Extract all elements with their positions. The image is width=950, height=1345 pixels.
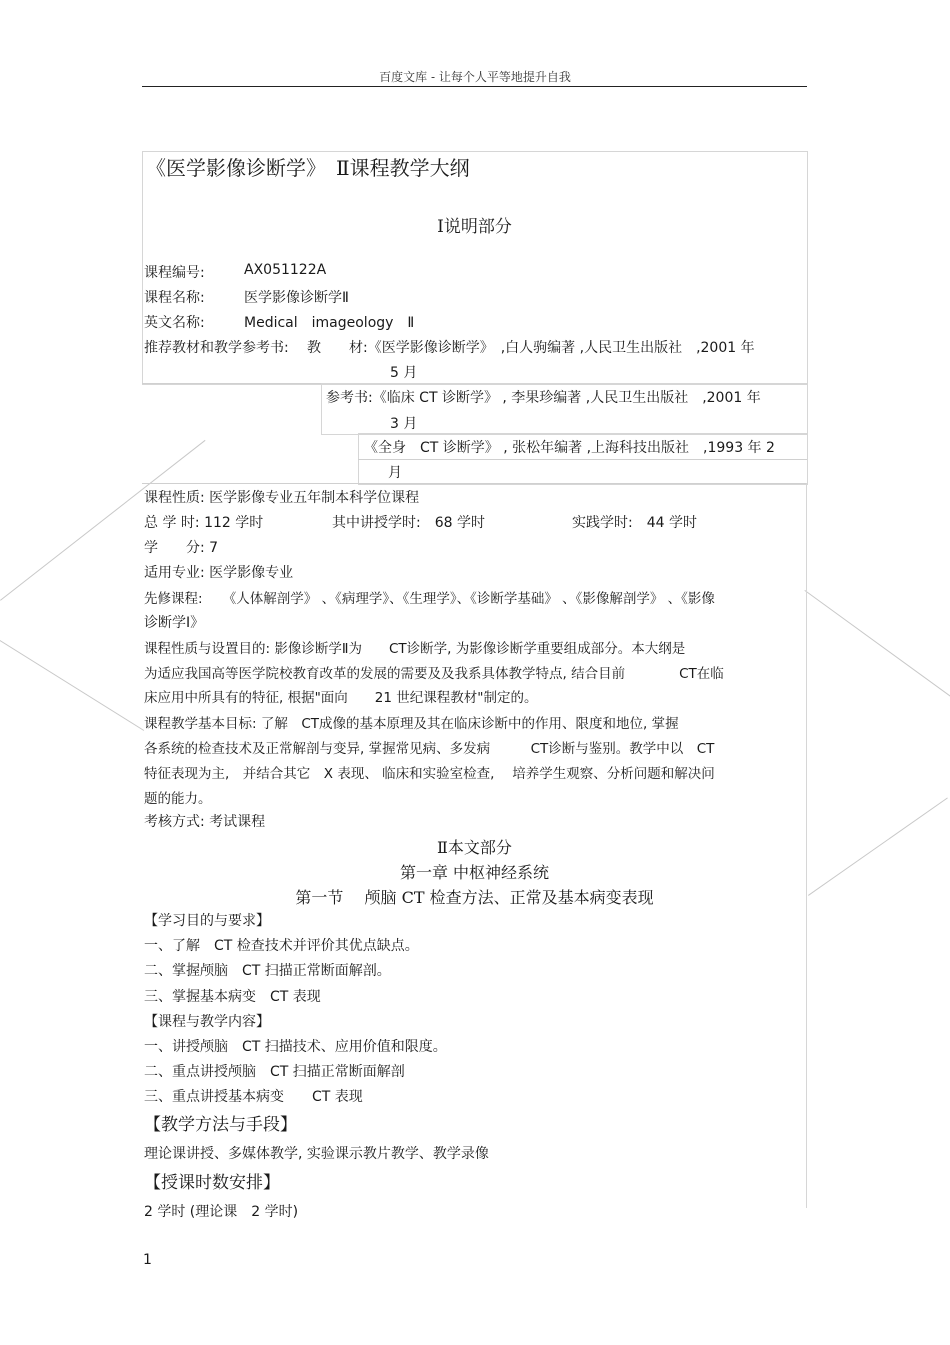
applicable-major: 适用专业: 医学影像专业 [144,565,294,581]
content-heading: 【课程与教学内容】 [144,1014,270,1030]
course-code-value: AX051122A [244,262,327,278]
english-name-label: 英文名称: [144,315,205,331]
prerequisites-line-1: 先修课程: 《人体解剖学》 、《病理学》、《生理学》、《诊断学基础》 、《影像解剖学》 、《影像 [144,591,715,607]
course-name-value: 医学影像诊断学Ⅱ [244,290,349,306]
schedule-heading: 【授课时数安排】 [144,1173,280,1193]
header-rule [142,86,807,87]
methods-heading: 【教学方法与手段】 [144,1115,297,1135]
goal-line-2: 各系统的检查技术及正常解剖与变异, 掌握常见病、多发病 CT诊断与鉴别。教学中以 CT [144,741,715,757]
goal-line-4: 题的能力。 [144,791,212,807]
goal-line-3: 特征表现为主, 并结合其它 X 表现、 临床和实验室检查, 培养学生观察、分析问题和解决问 [144,766,715,782]
course-nature: 课程性质: 医学影像专业五年制本科学位课程 [144,490,420,506]
credits: 学 分: 7 [144,540,219,556]
watermark-line [808,797,948,895]
goal-line-1: 课程教学基本目标: 了解 CT成像的基本原理及其在临床诊断中的作用、限度和地位, 掌握 [144,716,679,732]
objectives-heading: 【学习目的与要求】 [144,913,270,929]
objective-item: 三、掌握基本病变 CT 表现 [144,989,321,1005]
total-hours: 总 学 时: 112 学时 [144,515,264,531]
watermark-line [0,640,144,731]
frame-line [142,483,807,484]
purpose-line-2: 为适应我国高等医学院校教育改革的发展的需要及及我系具体教学特点, 结合目前 CT在临 [144,666,724,682]
reference-1-line-1: 参考书:《临床 CT 诊断学》 , 李果珍编著 ,人民卫生出版社 ,2001 年 [326,390,761,406]
lecture-hours: 其中讲授学时: 68 学时 [332,515,485,531]
reference-2-line-2: 月 [388,465,402,481]
content-item: 一、讲授颅脑 CT 扫描技术、应用价值和限度。 [144,1039,447,1055]
watermark-line [804,590,950,702]
part1-title: Ⅰ说明部分 [437,217,512,237]
page-header: 百度文库 - 让每个人平等地提升自我 [379,70,571,84]
part2-title: Ⅱ本文部分 [437,838,512,857]
books-label: 推荐教材和教学参考书: [144,340,289,356]
purpose-line-1: 课程性质与设置目的: 影像诊断学Ⅱ为 CT诊断学, 为影像诊断学重要组成部分。本大纲是 [144,641,686,657]
objective-item: 二、掌握颅脑 CT 扫描正常断面解剖。 [144,963,391,979]
reference-1-line-2: 3 月 [390,416,418,432]
exam-method: 考核方式: 考试课程 [144,814,266,830]
section-title: 第一节 颅脑 CT 检查方法、正常及基本病变表现 [295,888,654,907]
schedule-text: 2 学时 (理论课 2 学时) [144,1204,299,1220]
english-name-value: Medical imageology Ⅱ [244,315,415,331]
content-item: 二、重点讲授颅脑 CT 扫描正常断面解剖 [144,1064,405,1080]
course-code-label: 课程编号: [144,265,205,281]
course-name-label: 课程名称: [144,290,205,306]
objective-item: 一、了解 CT 检查技术并评价其优点缺点。 [144,938,419,954]
reference-2-line-1: 《全身 CT 诊断学》 , 张松年编著 ,上海科技出版社 ,1993 年 2 [364,440,775,456]
textbook-line-1: 教 材:《医学影像诊断学》 ,白人驹编著 ,人民卫生出版社 ,2001 年 [307,340,755,356]
textbook-line-2: 5 月 [390,365,418,381]
practice-hours: 实践学时: 44 学时 [572,515,697,531]
page-number: 1 [143,1252,152,1268]
purpose-line-3: 床应用中所具有的特征, 根据"面向 21 世纪课程教材"制定的。 [144,690,538,706]
frame-line [358,459,807,460]
methods-text: 理论课讲授、多媒体教学, 实验课示教片教学、教学录像 [144,1146,489,1162]
prerequisites-line-2: 诊断学Ⅰ》 [144,615,205,631]
doc-title: 《医学影像诊断学》 Ⅱ课程教学大纲 [146,156,470,180]
chapter-title: 第一章 中枢神经系统 [399,863,550,882]
content-item: 三、重点讲授基本病变 CT 表现 [144,1089,363,1105]
